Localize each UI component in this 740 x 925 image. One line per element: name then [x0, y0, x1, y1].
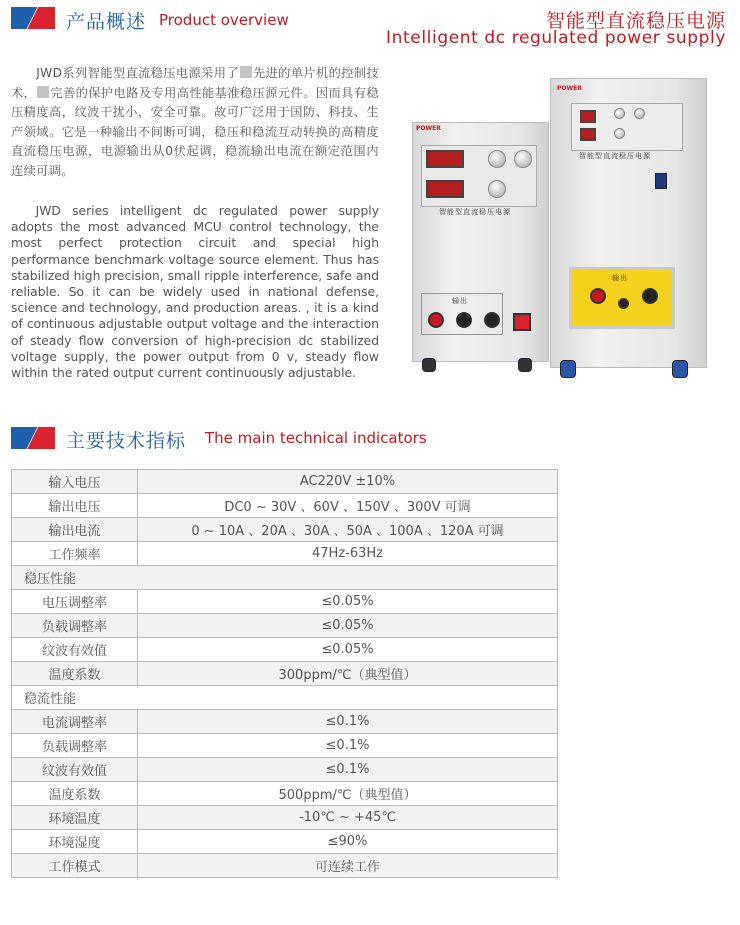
spec-label: 环境温度 [12, 806, 138, 830]
brand-logo: POWER [557, 85, 582, 92]
knob-icon [614, 108, 625, 119]
table-row [12, 614, 558, 638]
knob-icon [634, 108, 645, 119]
product-title-cn: 智能型直流稳压电源 [545, 10, 726, 32]
overview-cn-part3: 完善的保护电路及专用高性能基准稳压源元件。因而具有稳压精度高，纹波干扰小，安全可靠。故可广泛用于国防、科技、生产领域。它是一种输出不间断可调，稳压和稳流互动转换的高精度直流稳压电源，电源输出从0伏起调，稳流输出电流在额定范围内连续可调。 [11, 85, 379, 178]
spec-value: ≤0.05% [138, 614, 558, 638]
table-row [12, 566, 558, 590]
large-cabinet [550, 78, 707, 368]
table-row [12, 542, 558, 566]
spec-value: ≤0.1% [138, 734, 558, 758]
terminal-panel [569, 267, 675, 329]
redacted-box-icon [37, 86, 49, 98]
table-row [12, 662, 558, 686]
overview-cn-part2: 先进的单片机的控制技术， [11, 66, 379, 100]
overview-en-text: JWD series intelligent dc regulated power supply adopts the most advanced MCU control technology, the most perfect protection circuit and special high performance benchmark voltage source element. Thus has stabilized high precision, small ripple interference, safe and reliable. So it can be widely used in national defense, science and technology, and production areas. , it is a kind of continuous adjustable output voltage and the interaction of steady flow conversion of high-precision dc stabilized voltage supply, the power output from 0 v, steady flow within the rated output current continuously adjustable. [11, 204, 379, 381]
brand-logo: POWER [416, 125, 441, 132]
spec-value: AC220V ±10% [138, 470, 558, 494]
spec-value: 500ppm/℃（典型值） [138, 782, 558, 806]
spec-label: 纹波有效值 [12, 638, 138, 662]
spec-value: ≤0.05% [138, 590, 558, 614]
spec-value: 0 ~ 10A 、20A 、30A 、50A 、100A 、120A 可调 [138, 518, 558, 542]
spec-label: 输入电压 [12, 470, 138, 494]
table-row [12, 470, 558, 494]
spec-value: ≤0.05% [138, 638, 558, 662]
power-switch-icon [513, 313, 531, 331]
section-flag-icon [11, 7, 55, 29]
positive-terminal-icon [428, 312, 444, 328]
specs-title-cn: 主要技术指标 [66, 430, 187, 452]
table-row [12, 590, 558, 614]
small-control-panel [421, 145, 537, 207]
spec-value: ≤0.1% [138, 758, 558, 782]
negative-terminal-icon [642, 288, 658, 304]
spec-label: 电流调整率 [12, 710, 138, 734]
specs-table [11, 469, 558, 878]
table-row [12, 710, 558, 734]
specs-title-en: The main technical indicators [205, 429, 427, 447]
table-row [12, 782, 558, 806]
overview-cn [11, 64, 379, 182]
knob-icon [488, 180, 506, 198]
section-title-cn: 产品概述 [66, 11, 147, 33]
spec-label: 输出电压 [12, 494, 138, 518]
spec-label: 输出电流 [12, 518, 138, 542]
negative-terminal-icon [484, 312, 500, 328]
wheel-icon [560, 360, 576, 378]
spec-value: 300ppm/℃（典型值） [138, 662, 558, 686]
knob-icon [488, 150, 506, 168]
spec-label: 温度系数 [12, 782, 138, 806]
small-panel-label: 智能型直流稳压电源 [439, 208, 511, 216]
table-row [12, 806, 558, 830]
table-row [12, 854, 558, 878]
group-heading: 稳流性能 [12, 686, 558, 710]
spec-label: 负载调整率 [12, 614, 138, 638]
large-panel-label: 智能型直流稳压电源 [579, 152, 651, 160]
product-title-en: Intelligent dc regulated power supply [386, 28, 726, 48]
section-flag-icon [11, 427, 55, 449]
table-row [12, 734, 558, 758]
wheel-icon [672, 360, 688, 378]
foot-icon [518, 358, 532, 372]
output-panel [421, 293, 503, 335]
knob-icon [514, 150, 532, 168]
spec-label: 工作频率 [12, 542, 138, 566]
spec-label: 负载调整率 [12, 734, 138, 758]
overview-cn-part1: JWD系列智能型直流稳压电源采用了 [36, 66, 239, 80]
spec-label: 纹波有效值 [12, 758, 138, 782]
spec-value: ≤90% [138, 830, 558, 854]
spec-label: 温度系数 [12, 662, 138, 686]
section-title-en: Product overview [159, 11, 289, 29]
redacted-box-icon [240, 66, 252, 78]
spec-value: DC0 ~ 30V 、60V 、150V 、300V 可调 [138, 494, 558, 518]
overview-en [11, 203, 379, 381]
positive-terminal-icon [590, 288, 606, 304]
large-control-panel [571, 103, 683, 151]
group-heading: 稳压性能 [12, 566, 558, 590]
ground-terminal-icon [618, 298, 629, 309]
ground-terminal-icon [456, 312, 472, 328]
small-unit [412, 122, 549, 362]
display-icon [426, 150, 464, 168]
spec-label: 电压调整率 [12, 590, 138, 614]
knob-icon [614, 128, 625, 139]
terminal-label: 输出 [612, 274, 628, 282]
display-icon [580, 110, 596, 123]
foot-icon [422, 358, 436, 372]
table-row [12, 686, 558, 710]
table-row [12, 758, 558, 782]
spec-value: 47Hz-63Hz [138, 542, 558, 566]
spec-value: ≤0.1% [138, 710, 558, 734]
display-icon [580, 128, 596, 141]
display-icon [426, 180, 464, 198]
table-row [12, 494, 558, 518]
spec-value: -10℃ ~ +45℃ [138, 806, 558, 830]
spec-label: 环境湿度 [12, 830, 138, 854]
output-label: 输出 [452, 297, 468, 305]
table-row [12, 638, 558, 662]
table-row [12, 830, 558, 854]
spec-label: 工作模式 [12, 854, 138, 878]
product-image [410, 70, 710, 388]
table-row [12, 518, 558, 542]
switch-icon [655, 173, 667, 189]
spec-value: 可连续工作 [138, 854, 558, 878]
